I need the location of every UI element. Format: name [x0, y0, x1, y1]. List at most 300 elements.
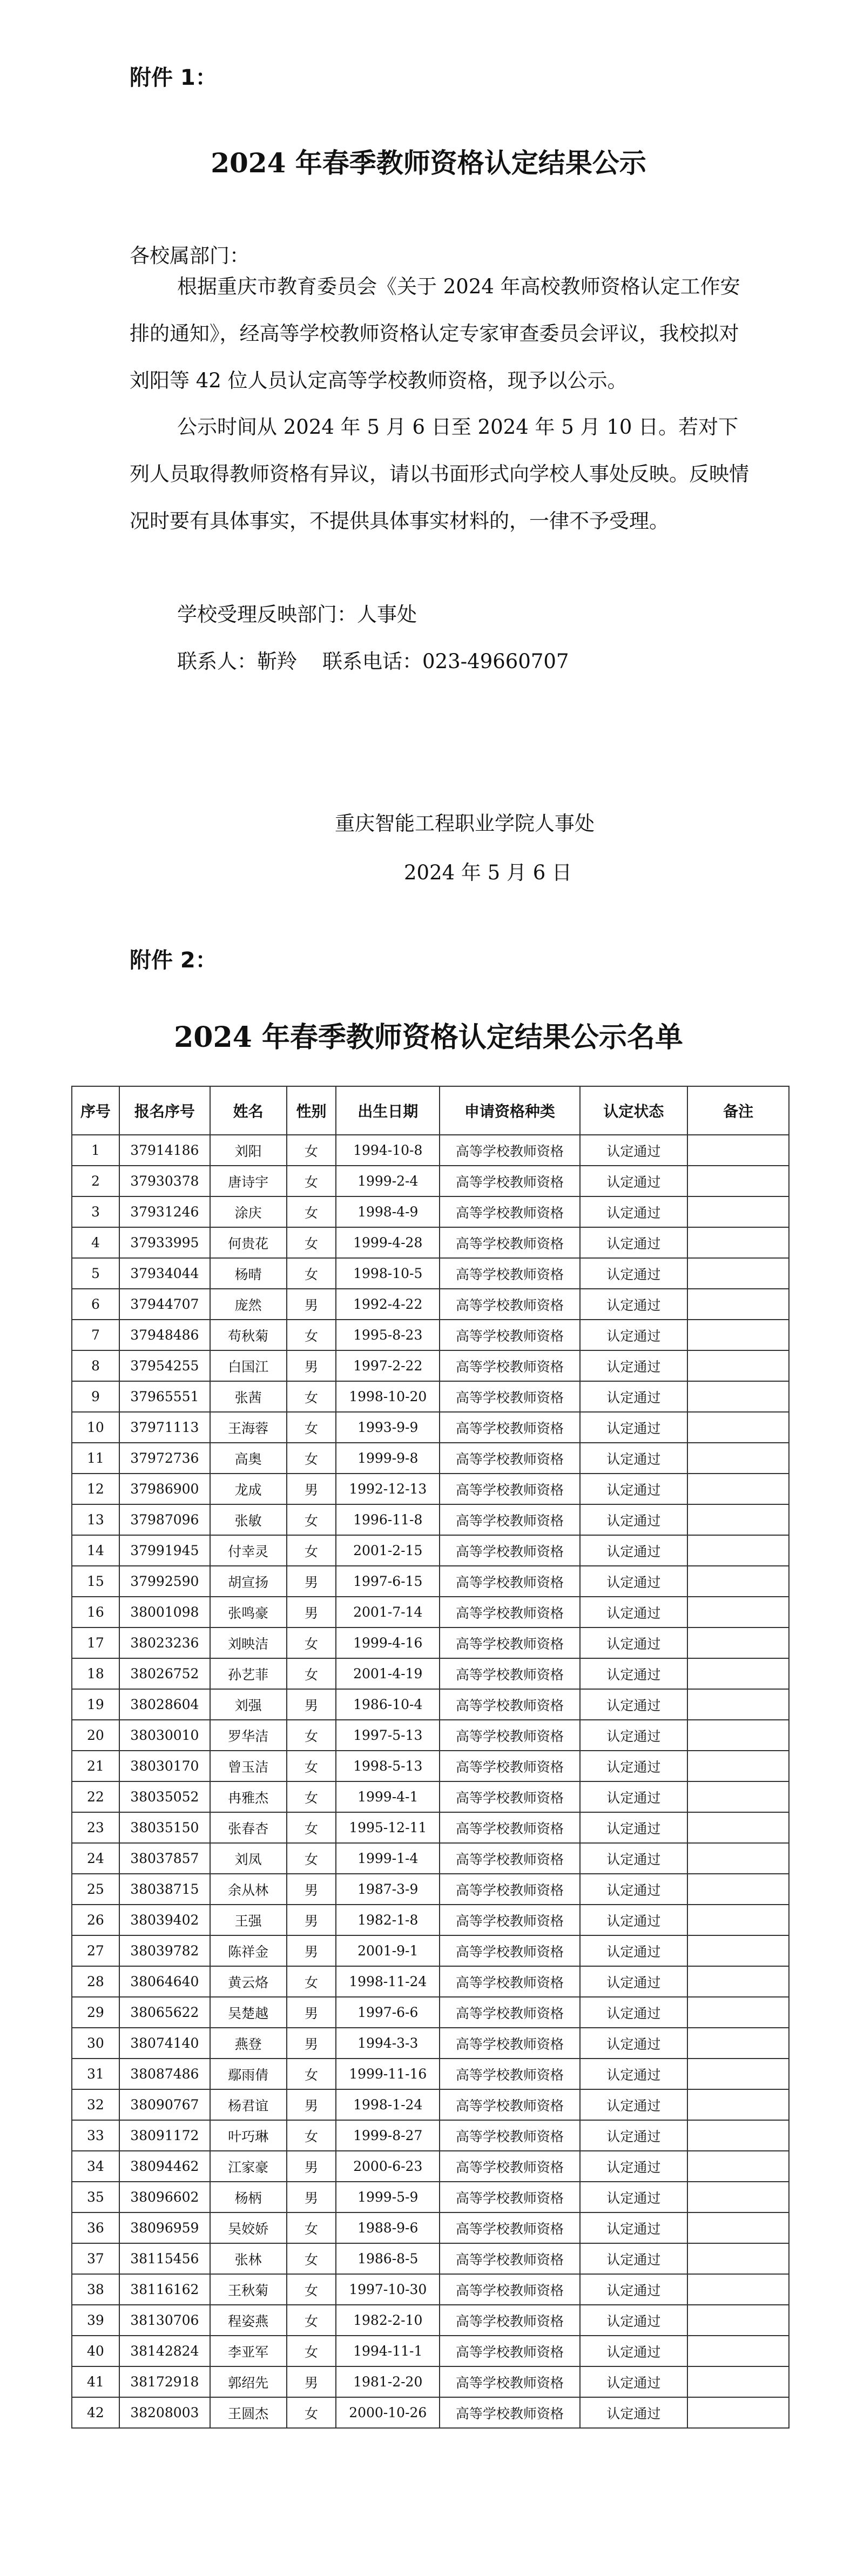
cell-name: 冉雅杰: [210, 1781, 287, 1812]
cell-qualification: 高等学校教师资格: [440, 1812, 580, 1843]
table-row: [72, 1658, 789, 1689]
cell-name: 高奥: [210, 1443, 287, 1474]
cell-seq: 16: [72, 1597, 119, 1627]
cell-birthdate: 1982-1-8: [336, 1905, 440, 1935]
cell-remarks: [687, 1135, 789, 1166]
cell-reg-no: 38001098: [119, 1597, 210, 1627]
table-row: [72, 1751, 789, 1781]
cell-qualification: 高等学校教师资格: [440, 2305, 580, 2336]
cell-status: 认定通过: [580, 1166, 688, 1196]
cell-name: 张敏: [210, 1504, 287, 1535]
cell-seq: 24: [72, 1843, 119, 1874]
cell-seq: 40: [72, 2336, 119, 2366]
cell-qualification: 高等学校教师资格: [440, 1874, 580, 1905]
table-row: [72, 1504, 789, 1535]
cell-seq: 28: [72, 1966, 119, 1997]
cell-birthdate: 1997-6-15: [336, 1566, 440, 1597]
cell-gender: 男: [287, 1289, 336, 1320]
cell-status: 认定通过: [580, 1966, 688, 1997]
cell-seq: 32: [72, 2089, 119, 2120]
cell-remarks: [687, 2305, 789, 2336]
table-row: [72, 1566, 789, 1597]
cell-birthdate: 1999-5-9: [336, 2182, 440, 2212]
cell-name: 王强: [210, 1905, 287, 1935]
cell-seq: 17: [72, 1627, 119, 1658]
cell-qualification: 高等学校教师资格: [440, 2366, 580, 2397]
cell-birthdate: 1998-1-24: [336, 2089, 440, 2120]
cell-gender: 男: [287, 2028, 336, 2059]
cell-reg-no: 37934044: [119, 1258, 210, 1289]
cell-reg-no: 38039402: [119, 1905, 210, 1935]
cell-reg-no: 38130706: [119, 2305, 210, 2336]
cell-gender: 女: [287, 1166, 336, 1196]
cell-name: 刘阳: [210, 1135, 287, 1166]
cell-birthdate: 1997-5-13: [336, 1720, 440, 1751]
cell-gender: 男: [287, 2366, 336, 2397]
cell-status: 认定通过: [580, 2151, 688, 2182]
cell-remarks: [687, 2059, 789, 2089]
cell-seq: 12: [72, 1474, 119, 1504]
cell-name: 张茜: [210, 1381, 287, 1412]
cell-gender: 女: [287, 2336, 336, 2366]
cell-qualification: 高等学校教师资格: [440, 1997, 580, 2028]
cell-gender: 女: [287, 1535, 336, 1566]
table-row: [72, 1597, 789, 1627]
cell-gender: 女: [287, 2243, 336, 2274]
cell-seq: 18: [72, 1658, 119, 1689]
cell-status: 认定通过: [580, 1751, 688, 1781]
cell-qualification: 高等学校教师资格: [440, 1227, 580, 1258]
cell-gender: 女: [287, 1720, 336, 1751]
cell-seq: 37: [72, 2243, 119, 2274]
cell-gender: 女: [287, 1627, 336, 1658]
cell-birthdate: 1998-11-24: [336, 1966, 440, 1997]
cell-birthdate: 1999-8-27: [336, 2120, 440, 2151]
cell-birthdate: 1999-4-16: [336, 1627, 440, 1658]
cell-qualification: 高等学校教师资格: [440, 1751, 580, 1781]
cell-status: 认定通过: [580, 2059, 688, 2089]
cell-qualification: 高等学校教师资格: [440, 1135, 580, 1166]
cell-reg-no: 38091172: [119, 2120, 210, 2151]
cell-status: 认定通过: [580, 1258, 688, 1289]
col-gender-header: 性别: [287, 1086, 336, 1135]
table-row: [72, 1843, 789, 1874]
cell-qualification: 高等学校教师资格: [440, 2243, 580, 2274]
table-row: [72, 1997, 789, 2028]
cell-seq: 42: [72, 2397, 119, 2428]
cell-qualification: 高等学校教师资格: [440, 1196, 580, 1227]
table-row: [72, 1258, 789, 1289]
cell-seq: 6: [72, 1289, 119, 1320]
table-row: [72, 1874, 789, 1905]
cell-gender: 男: [287, 2089, 336, 2120]
cell-name: 张林: [210, 2243, 287, 2274]
table-row: [72, 1196, 789, 1227]
cell-remarks: [687, 1597, 789, 1627]
cell-gender: 女: [287, 1196, 336, 1227]
cell-remarks: [687, 2336, 789, 2366]
cell-seq: 33: [72, 2120, 119, 2151]
table-row: [72, 2120, 789, 2151]
cell-birthdate: 1998-10-5: [336, 1258, 440, 1289]
cell-birthdate: 1997-2-22: [336, 1350, 440, 1381]
cell-gender: 女: [287, 2120, 336, 2151]
cell-status: 认定通过: [580, 1935, 688, 1966]
cell-remarks: [687, 1474, 789, 1504]
cell-name: 杨柄: [210, 2182, 287, 2212]
cell-reg-no: 37971113: [119, 1412, 210, 1443]
cell-name: 何贵花: [210, 1227, 287, 1258]
cell-seq: 20: [72, 1720, 119, 1751]
cell-reg-no: 37965551: [119, 1381, 210, 1412]
cell-name: 曾玉洁: [210, 1751, 287, 1781]
cell-name: 杨君谊: [210, 2089, 287, 2120]
cell-status: 认定通过: [580, 1781, 688, 1812]
cell-remarks: [687, 1196, 789, 1227]
cell-reg-no: 38039782: [119, 1935, 210, 1966]
attachment-1-label: 附件 1：: [130, 65, 217, 90]
cell-qualification: 高等学校教师资格: [440, 2212, 580, 2243]
cell-birthdate: 1987-3-9: [336, 1874, 440, 1905]
cell-gender: 女: [287, 1781, 336, 1812]
cell-status: 认定通过: [580, 2120, 688, 2151]
cell-status: 认定通过: [580, 1227, 688, 1258]
table-row: [72, 1720, 789, 1751]
cell-qualification: 高等学校教师资格: [440, 1166, 580, 1196]
cell-remarks: [687, 1227, 789, 1258]
cell-status: 认定通过: [580, 1627, 688, 1658]
table-row: [72, 1381, 789, 1412]
cell-remarks: [687, 2366, 789, 2397]
cell-seq: 41: [72, 2366, 119, 2397]
cell-name: 付幸灵: [210, 1535, 287, 1566]
table-row: [72, 1350, 789, 1381]
cell-qualification: 高等学校教师资格: [440, 1320, 580, 1350]
cell-name: 白国江: [210, 1350, 287, 1381]
cell-gender: 男: [287, 1905, 336, 1935]
table-row: [72, 1289, 789, 1320]
cell-birthdate: 2001-4-19: [336, 1658, 440, 1689]
notice-paragraph-basis: 根据重庆市教育委员会《关于 2024 年高校教师资格认定工作安排的通知》，经高等学校教师资格认定专家审查委员会评议，我校拟对刘阳等 42 位人员认定高等学校教师资格，现予以公示。: [130, 275, 740, 392]
cell-status: 认定通过: [580, 1196, 688, 1227]
signature-organization: 重庆智能工程职业学院人事处: [335, 812, 595, 835]
cell-remarks: [687, 2089, 789, 2120]
cell-reg-no: 38026752: [119, 1658, 210, 1689]
cell-status: 认定通过: [580, 1135, 688, 1166]
cell-remarks: [687, 1905, 789, 1935]
col-qualification-header: 申请资格种类: [440, 1086, 580, 1135]
cell-birthdate: 1999-4-28: [336, 1227, 440, 1258]
cell-gender: 女: [287, 1258, 336, 1289]
cell-status: 认定通过: [580, 2243, 688, 2274]
cell-status: 认定通过: [580, 1320, 688, 1350]
cell-status: 认定通过: [580, 1905, 688, 1935]
cell-status: 认定通过: [580, 1504, 688, 1535]
table-row: [72, 2028, 789, 2059]
cell-qualification: 高等学校教师资格: [440, 1381, 580, 1412]
contact-info: 联系人：靳羚 联系电话：023-49660707: [177, 650, 569, 673]
cell-seq: 36: [72, 2212, 119, 2243]
cell-qualification: 高等学校教师资格: [440, 1966, 580, 1997]
cell-name: 叶巧琳: [210, 2120, 287, 2151]
cell-birthdate: 1994-11-1: [336, 2336, 440, 2366]
cell-remarks: [687, 1258, 789, 1289]
cell-birthdate: 1999-2-4: [336, 1166, 440, 1196]
cell-gender: 男: [287, 1597, 336, 1627]
cell-gender: 女: [287, 1320, 336, 1350]
cell-qualification: 高等学校教师资格: [440, 1443, 580, 1474]
cell-seq: 26: [72, 1905, 119, 1935]
cell-remarks: [687, 1412, 789, 1443]
cell-name: 程姿燕: [210, 2305, 287, 2336]
cell-reg-no: 38142824: [119, 2336, 210, 2366]
table-row: [72, 2366, 789, 2397]
cell-remarks: [687, 1443, 789, 1474]
cell-name: 江家豪: [210, 2151, 287, 2182]
cell-status: 认定通过: [580, 1474, 688, 1504]
cell-reg-no: 38038715: [119, 1874, 210, 1905]
cell-qualification: 高等学校教师资格: [440, 2120, 580, 2151]
table-row: [72, 1905, 789, 1935]
cell-qualification: 高等学校教师资格: [440, 2336, 580, 2366]
table-row: [72, 2305, 789, 2336]
cell-birthdate: 1992-12-13: [336, 1474, 440, 1504]
cell-gender: 女: [287, 1135, 336, 1166]
table-row: [72, 1535, 789, 1566]
cell-reg-no: 38208003: [119, 2397, 210, 2428]
cell-seq: 13: [72, 1504, 119, 1535]
table-body: [72, 1135, 789, 2428]
cell-gender: 女: [287, 1227, 336, 1258]
cell-reg-no: 37991945: [119, 1535, 210, 1566]
cell-status: 认定通过: [580, 1997, 688, 2028]
cell-qualification: 高等学校教师资格: [440, 1597, 580, 1627]
cell-reg-no: 38065622: [119, 1997, 210, 2028]
cell-status: 认定通过: [580, 2366, 688, 2397]
cell-birthdate: 2001-2-15: [336, 1535, 440, 1566]
table-row: [72, 1443, 789, 1474]
cell-remarks: [687, 1935, 789, 1966]
cell-birthdate: 1994-10-8: [336, 1135, 440, 1166]
cell-remarks: [687, 1535, 789, 1566]
cell-reg-no: 38064640: [119, 1966, 210, 1997]
cell-remarks: [687, 2151, 789, 2182]
cell-birthdate: 1993-9-9: [336, 1412, 440, 1443]
cell-remarks: [687, 2397, 789, 2428]
cell-name: 鄢雨倩: [210, 2059, 287, 2089]
cell-gender: 女: [287, 1504, 336, 1535]
cell-remarks: [687, 1166, 789, 1196]
cell-remarks: [687, 1627, 789, 1658]
cell-remarks: [687, 1720, 789, 1751]
cell-reg-no: 38115456: [119, 2243, 210, 2274]
cell-birthdate: 1997-6-6: [336, 1997, 440, 2028]
cell-birthdate: 1994-3-3: [336, 2028, 440, 2059]
cell-reg-no: 37948486: [119, 1320, 210, 1350]
cell-birthdate: 2000-10-26: [336, 2397, 440, 2428]
cell-remarks: [687, 2120, 789, 2151]
cell-seq: 15: [72, 1566, 119, 1597]
cell-qualification: 高等学校教师资格: [440, 1843, 580, 1874]
cell-gender: 女: [287, 1812, 336, 1843]
table-row: [72, 1966, 789, 1997]
cell-qualification: 高等学校教师资格: [440, 1658, 580, 1689]
cell-birthdate: 1995-12-11: [336, 1812, 440, 1843]
cell-reg-no: 37986900: [119, 1474, 210, 1504]
cell-status: 认定通过: [580, 2212, 688, 2243]
cell-qualification: 高等学校教师资格: [440, 1627, 580, 1658]
cell-remarks: [687, 2028, 789, 2059]
cell-seq: 21: [72, 1751, 119, 1781]
cell-name: 吴楚越: [210, 1997, 287, 2028]
col-status-header: 认定状态: [580, 1086, 688, 1135]
cell-reg-no: 38096959: [119, 2212, 210, 2243]
cell-remarks: [687, 1689, 789, 1720]
cell-gender: 男: [287, 1350, 336, 1381]
cell-reg-no: 37944707: [119, 1289, 210, 1320]
cell-remarks: [687, 1381, 789, 1412]
cell-name: 刘强: [210, 1689, 287, 1720]
cell-gender: 男: [287, 2151, 336, 2182]
cell-qualification: 高等学校教师资格: [440, 2274, 580, 2305]
cell-seq: 14: [72, 1535, 119, 1566]
table-row: [72, 2059, 789, 2089]
cell-seq: 35: [72, 2182, 119, 2212]
cell-reg-no: 38030170: [119, 1751, 210, 1781]
cell-gender: 女: [287, 1843, 336, 1874]
table-header-row: [72, 1086, 789, 1135]
cell-seq: 3: [72, 1196, 119, 1227]
cell-reg-no: 37914186: [119, 1135, 210, 1166]
cell-birthdate: 2000-6-23: [336, 2151, 440, 2182]
cell-birthdate: 1982-2-10: [336, 2305, 440, 2336]
cell-remarks: [687, 1751, 789, 1781]
salutation: 各校属部门：: [130, 244, 249, 267]
cell-status: 认定通过: [580, 2274, 688, 2305]
cell-birthdate: 1988-9-6: [336, 2212, 440, 2243]
cell-seq: 29: [72, 1997, 119, 2028]
cell-birthdate: 1999-9-8: [336, 1443, 440, 1474]
cell-gender: 女: [287, 2212, 336, 2243]
cell-status: 认定通过: [580, 1566, 688, 1597]
cell-reg-no: 38096602: [119, 2182, 210, 2212]
table-row: [72, 1135, 789, 1166]
table-row: [72, 2336, 789, 2366]
cell-reg-no: 37987096: [119, 1504, 210, 1535]
cell-gender: 女: [287, 1381, 336, 1412]
cell-reg-no: 38090767: [119, 2089, 210, 2120]
cell-status: 认定通过: [580, 2182, 688, 2212]
col-birthdate-header: 出生日期: [336, 1086, 440, 1135]
cell-seq: 4: [72, 1227, 119, 1258]
cell-gender: 男: [287, 2182, 336, 2212]
cell-status: 认定通过: [580, 2397, 688, 2428]
cell-qualification: 高等学校教师资格: [440, 1535, 580, 1566]
feedback-department: 学校受理反映部门：人事处: [177, 603, 417, 626]
cell-name: 余从林: [210, 1874, 287, 1905]
table-row: [72, 2212, 789, 2243]
cell-birthdate: 1997-10-30: [336, 2274, 440, 2305]
notice-paragraph-period: 公示时间从 2024 年 5 月 6 日至 2024 年 5 月 10 日。若对下列人员取得教师资格有异议，请以书面形式向学校人事处反映。反映情况时要有具体事实，不提供具体事实材料的，一律不予受理。: [130, 415, 749, 533]
cell-gender: 女: [287, 1443, 336, 1474]
cell-birthdate: 1986-8-5: [336, 2243, 440, 2274]
cell-reg-no: 37933995: [119, 1227, 210, 1258]
cell-gender: 男: [287, 1935, 336, 1966]
cell-name: 唐诗宇: [210, 1166, 287, 1196]
cell-remarks: [687, 1320, 789, 1350]
cell-name: 黄云烙: [210, 1966, 287, 1997]
signature-date: 2024 年 5 月 6 日: [404, 861, 572, 884]
cell-remarks: [687, 1966, 789, 1997]
cell-reg-no: 38074140: [119, 2028, 210, 2059]
cell-remarks: [687, 1843, 789, 1874]
cell-reg-no: 38172918: [119, 2366, 210, 2397]
cell-reg-no: 37972736: [119, 1443, 210, 1474]
cell-gender: 女: [287, 2305, 336, 2336]
cell-qualification: 高等学校教师资格: [440, 1350, 580, 1381]
cell-status: 认定通过: [580, 2305, 688, 2336]
notice-title: 2024 年春季教师资格认定结果公示: [211, 147, 646, 179]
cell-gender: 男: [287, 1566, 336, 1597]
col-name-header: 姓名: [210, 1086, 287, 1135]
cell-gender: 女: [287, 1412, 336, 1443]
cell-qualification: 高等学校教师资格: [440, 1566, 580, 1597]
cell-qualification: 高等学校教师资格: [440, 1781, 580, 1812]
col-seq-header: 序号: [72, 1086, 119, 1135]
cell-name: 刘凤: [210, 1843, 287, 1874]
cell-seq: 2: [72, 1166, 119, 1196]
cell-reg-no: 38035052: [119, 1781, 210, 1812]
col-reg-no-header: 报名序号: [119, 1086, 210, 1135]
cell-seq: 38: [72, 2274, 119, 2305]
cell-birthdate: 1981-2-20: [336, 2366, 440, 2397]
cell-status: 认定通过: [580, 1658, 688, 1689]
cell-qualification: 高等学校教师资格: [440, 1289, 580, 1320]
cell-status: 认定通过: [580, 1689, 688, 1720]
cell-seq: 8: [72, 1350, 119, 1381]
cell-remarks: [687, 2212, 789, 2243]
cell-status: 认定通过: [580, 1720, 688, 1751]
cell-name: 王海蓉: [210, 1412, 287, 1443]
cell-remarks: [687, 1350, 789, 1381]
cell-gender: 女: [287, 2059, 336, 2089]
cell-seq: 22: [72, 1781, 119, 1812]
cell-name: 涂庆: [210, 1196, 287, 1227]
cell-qualification: 高等学校教师资格: [440, 1689, 580, 1720]
cell-reg-no: 37992590: [119, 1566, 210, 1597]
cell-remarks: [687, 1812, 789, 1843]
cell-gender: 女: [287, 2274, 336, 2305]
table-row: [72, 1812, 789, 1843]
cell-gender: 男: [287, 1997, 336, 2028]
cell-qualification: 高等学校教师资格: [440, 1474, 580, 1504]
cell-status: 认定通过: [580, 1381, 688, 1412]
cell-birthdate: 2001-7-14: [336, 1597, 440, 1627]
attachment-2-label: 附件 2：: [130, 948, 217, 973]
cell-name: 燕登: [210, 2028, 287, 2059]
cell-name: 刘映洁: [210, 1627, 287, 1658]
cell-reg-no: 38035150: [119, 1812, 210, 1843]
cell-qualification: 高等学校教师资格: [440, 1935, 580, 1966]
cell-remarks: [687, 2274, 789, 2305]
cell-birthdate: 1999-1-4: [336, 1843, 440, 1874]
table-row: [72, 2397, 789, 2428]
cell-reg-no: 38116162: [119, 2274, 210, 2305]
cell-name: 张春杏: [210, 1812, 287, 1843]
table-row: [72, 1320, 789, 1350]
cell-status: 认定通过: [580, 1443, 688, 1474]
cell-reg-no: 38087486: [119, 2059, 210, 2089]
